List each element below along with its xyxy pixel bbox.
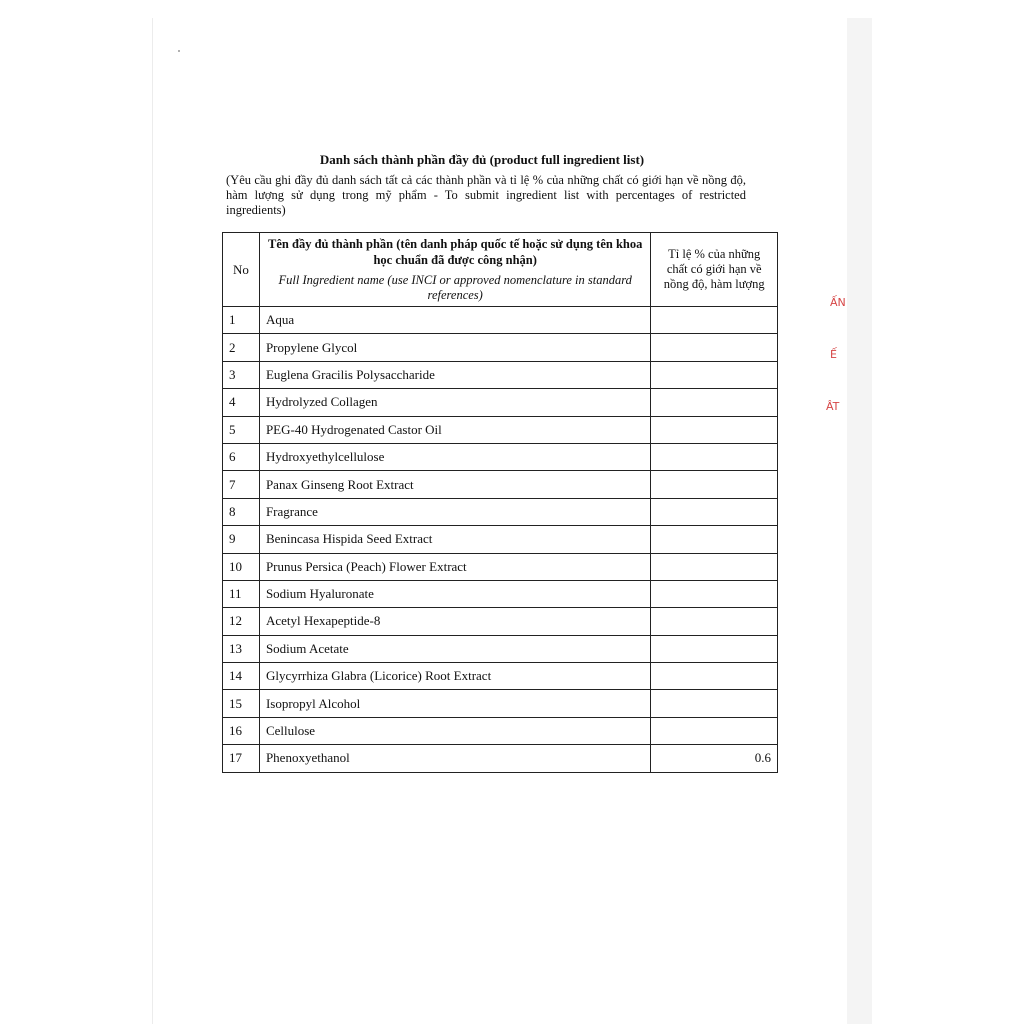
ingredient-percent bbox=[651, 443, 778, 470]
ingredient-name: Sodium Acetate bbox=[259, 635, 651, 662]
scan-background-right bbox=[872, 0, 1024, 1024]
ingredient-name: Hydroxyethylcellulose bbox=[259, 443, 651, 470]
header-percent: Tỉ lệ % của những chất có giới hạn về nồng độ, hàm lượng bbox=[651, 233, 778, 307]
ingredient-name: Sodium Hyaluronate bbox=[259, 580, 651, 607]
ingredient-name: Hydrolyzed Collagen bbox=[259, 389, 651, 416]
row-number: 14 bbox=[223, 663, 260, 690]
ingredient-name: Phenoxyethanol bbox=[259, 745, 651, 772]
scan-speck bbox=[178, 50, 180, 52]
stamp-mark: ÂT bbox=[826, 400, 840, 413]
table-row bbox=[223, 690, 778, 717]
ingredient-table bbox=[222, 232, 778, 773]
scan-top-border bbox=[0, 0, 1024, 18]
ingredient-name: Euglena Gracilis Polysaccharide bbox=[259, 361, 651, 388]
table-row bbox=[223, 745, 778, 772]
ingredient-percent bbox=[651, 307, 778, 334]
ingredient-percent bbox=[651, 553, 778, 580]
document-instructions: (Yêu cầu ghi đầy đủ danh sách tất cả các thành phần và tỉ lệ % của những chất có giới hạn về nồng độ, hàm lượng sử dụng trong mỹ phẩm - To submit ingredient list with percentages of restricted ingredients) bbox=[226, 173, 746, 217]
ingredient-percent bbox=[651, 471, 778, 498]
ingredient-name: Cellulose bbox=[259, 717, 651, 744]
table-row bbox=[223, 663, 778, 690]
stamp-mark: ẤN bbox=[830, 296, 846, 309]
row-number: 10 bbox=[223, 553, 260, 580]
ingredient-percent bbox=[651, 526, 778, 553]
ingredient-percent bbox=[651, 608, 778, 635]
row-number: 4 bbox=[223, 389, 260, 416]
row-number: 3 bbox=[223, 361, 260, 388]
table-row bbox=[223, 717, 778, 744]
row-number: 16 bbox=[223, 717, 260, 744]
ingredient-name: Glycyrrhiza Glabra (Licorice) Root Extract bbox=[259, 663, 651, 690]
row-number: 17 bbox=[223, 745, 260, 772]
header-no: No bbox=[223, 233, 260, 307]
ingredient-name: Isopropyl Alcohol bbox=[259, 690, 651, 717]
row-number: 1 bbox=[223, 307, 260, 334]
row-number: 9 bbox=[223, 526, 260, 553]
row-number: 15 bbox=[223, 690, 260, 717]
row-number: 7 bbox=[223, 471, 260, 498]
ingredient-percent bbox=[651, 389, 778, 416]
table-row bbox=[223, 416, 778, 443]
ingredient-percent bbox=[651, 580, 778, 607]
ingredient-percent bbox=[651, 663, 778, 690]
table-row bbox=[223, 580, 778, 607]
ingredient-name: Prunus Persica (Peach) Flower Extract bbox=[259, 553, 651, 580]
ingredient-name: PEG-40 Hydrogenated Castor Oil bbox=[259, 416, 651, 443]
ingredient-name: Aqua bbox=[259, 307, 651, 334]
table-row bbox=[223, 389, 778, 416]
ingredient-percent bbox=[651, 690, 778, 717]
table-row bbox=[223, 553, 778, 580]
header-ingredient-name bbox=[259, 233, 651, 307]
table-header-row bbox=[223, 233, 778, 307]
ingredient-name: Panax Ginseng Root Extract bbox=[259, 471, 651, 498]
ingredient-percent bbox=[651, 416, 778, 443]
table-row bbox=[223, 361, 778, 388]
stamp-mark: Ế bbox=[830, 348, 837, 361]
ingredient-name: Propylene Glycol bbox=[259, 334, 651, 361]
ingredient-percent: 0.6 bbox=[651, 745, 778, 772]
scan-background-left bbox=[0, 0, 152, 1024]
table-row bbox=[223, 635, 778, 662]
table-row bbox=[223, 608, 778, 635]
table-row bbox=[223, 443, 778, 470]
row-number: 11 bbox=[223, 580, 260, 607]
row-number: 12 bbox=[223, 608, 260, 635]
document-title: Danh sách thành phần đầy đủ (product full ingredient list) bbox=[319, 152, 645, 167]
ingredient-name: Benincasa Hispida Seed Extract bbox=[259, 526, 651, 553]
table-row bbox=[223, 526, 778, 553]
row-number: 13 bbox=[223, 635, 260, 662]
table-row bbox=[223, 498, 778, 525]
header-name-en: Full Ingredient name (use INCI or approved nomenclature in standard references) bbox=[278, 273, 632, 302]
row-number: 5 bbox=[223, 416, 260, 443]
ingredient-name: Fragrance bbox=[259, 498, 651, 525]
ingredient-percent bbox=[651, 334, 778, 361]
ingredient-percent bbox=[651, 498, 778, 525]
header-name-vi: Tên đầy đủ thành phần (tên danh pháp quốc tế hoặc sử dụng tên khoa học chuẩn đã được công nhận) bbox=[268, 237, 643, 267]
table-row bbox=[223, 334, 778, 361]
page-edge-shadow bbox=[846, 0, 872, 1024]
ingredient-name: Acetyl Hexapeptide-8 bbox=[259, 608, 651, 635]
row-number: 2 bbox=[223, 334, 260, 361]
ingredient-percent bbox=[651, 717, 778, 744]
ingredient-percent bbox=[651, 635, 778, 662]
row-number: 8 bbox=[223, 498, 260, 525]
ingredient-percent bbox=[651, 361, 778, 388]
row-number: 6 bbox=[223, 443, 260, 470]
table-row bbox=[223, 471, 778, 498]
table-row bbox=[223, 307, 778, 334]
